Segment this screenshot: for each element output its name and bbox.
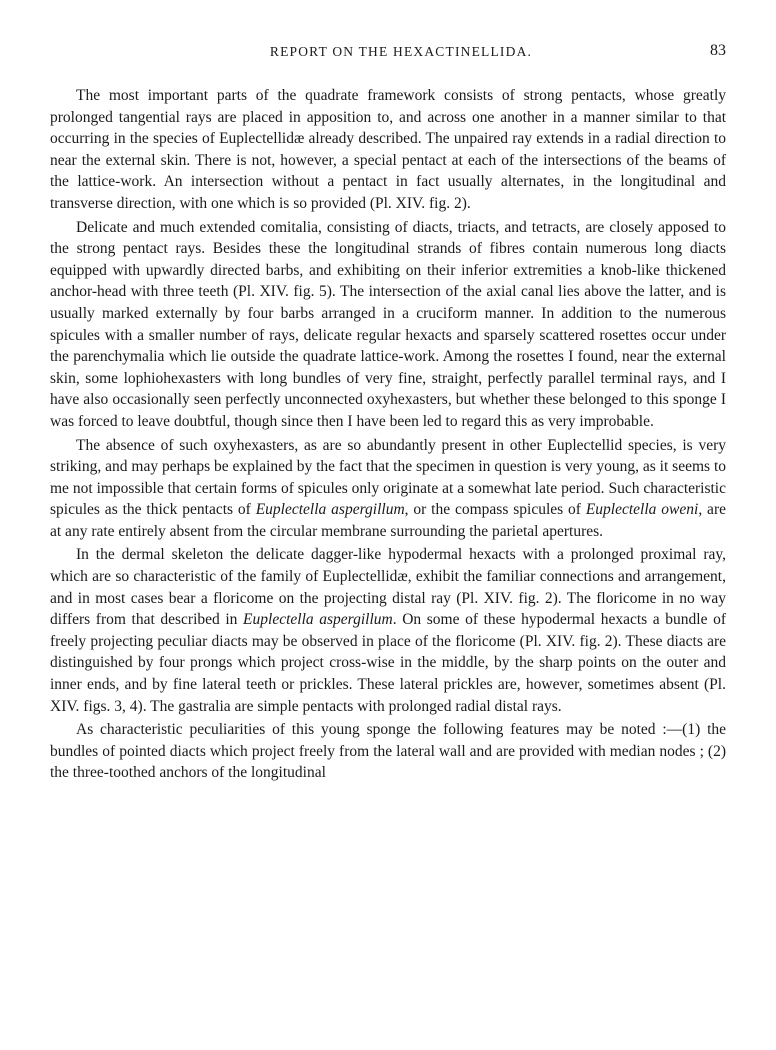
body-text [50, 85, 726, 786]
species-name: Euplectella aspergillum [255, 501, 405, 519]
paragraph-2: Delicate and much extended comitalia, consisting of diacts, triacts, and tetracts, are closely apposed to the strong pentact rays. Besides these the longitudinal strands of fibres contain numerous long diacts equipped with upwardly directed barbs, and exhibiting on their inferior extremities a knob-like thickened anchor-head with three teeth (Pl. XIV. fig. 5). The intersection of the axial canal lies above the latter, and is usually marked externally by four barbs arranged in a cruciform manner. In addition to the numerous spicules with a smaller number of rays, delicate regular hexacts and sparsely scattered rosettes occur under the parenchymalia which lie outside the quadrate lattice-work. Among the rosettes I found, near the external skin, some lophiohexasters with long bundles of very fine, straight, perfectly parallel terminal rays, and I have also occasionally seen perfectly unconnected oxyhexasters, but whether these belonged to this sponge I was forced to leave doubtful, though since then I have been led to regard this as very improbable. [50, 218, 726, 430]
page-number: 83 [710, 42, 726, 59]
paragraph-5: As characteristic peculiarities of this young sponge the following features may be noted :—(1) the bundles of pointed diacts which project freely from the lateral wall and are provided with median nodes ; (2) the three-toothed anchors of the longitudinal [50, 721, 726, 782]
species-name: Euplectella aspergillum [243, 611, 393, 629]
running-header [76, 42, 726, 64]
paragraph-1: The most important parts of the quadrate framework consists of strong pentacts, whose greatly prolonged tangential rays are placed in apposition to, and across one another in a manner similar to that occurring in the species of Euplectellidæ already described. The unpaired ray extends in a radial direction to near the external skin. There is not, however, a special pentact at each of the intersections of the beams of the lattice-work. An intersection without a pentact in fact usually alternates, in the longitudinal and transverse direction, with one which is so provided (Pl. XIV. fig. 2). [50, 87, 726, 212]
species-name: Euplectella oweni [585, 501, 699, 519]
paragraph-3: The absence of such oxyhexasters, as are so abundantly present in other Euplectellid species, is very striking, and may perhaps be explained by the fact that the specimen in question is very young, as it seems to me not impossible that certain forms of spicules only originate at a somewhat late period. Such characteristic spicules as the thick pentacts of Euplectella aspergillum, or the compass spicules of Euplectella oweni, are at any rate entirely absent from the circular membrane surrounding the parietal apertures. [50, 436, 726, 540]
running-title: REPORT ON THE HEXACTINELLIDA. [269, 44, 533, 59]
paragraph-4: In the dermal skeleton the delicate dagger-like hypodermal hexacts with a prolonged proximal ray, which are so characteristic of the family of Euplectellidæ, exhibit the familiar connections and arrangement, and in most cases bear a floricome on the projecting distal ray (Pl. XIV. fig. 2). The floricome in no way differs from that described in Euplectella aspergillum. On some of these hypodermal hexacts a bundle of freely projecting peculiar diacts may be observed in place of the floricome (Pl. XIV. fig. 2). These diacts are distinguished by four prongs which project cross-wise in the middle, by the sharp points on the outer and inner ends, and by fine lateral teeth or prickles. These lateral prickles are, however, sometimes absent (Pl. XIV. figs. 3, 4). The gastralia are simple pentacts with prolonged radial distal rays. [50, 546, 726, 715]
